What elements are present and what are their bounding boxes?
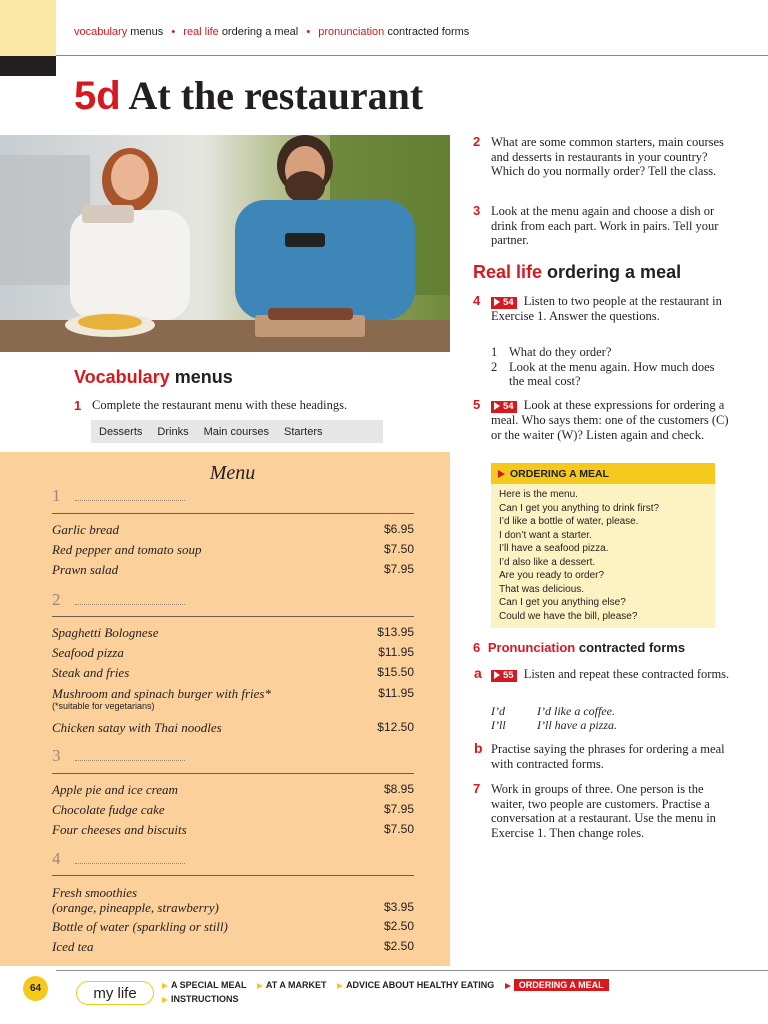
item-name: Steak and fries	[52, 665, 130, 680]
menu-item	[52, 720, 414, 735]
topic-label: vocabulary	[74, 26, 128, 38]
item-note: (*suitable for vegetarians)	[52, 701, 155, 711]
contraction-example: I’ll have a pizza.	[537, 718, 617, 732]
item-name: Prawn salad	[52, 562, 119, 577]
audio-track-button[interactable]	[491, 670, 517, 682]
topic-label: pronunciation	[318, 26, 385, 38]
exercise-3	[473, 203, 731, 248]
menu-divider	[52, 875, 414, 876]
track-number: 55	[503, 670, 514, 681]
exercise-letter: a	[474, 665, 482, 681]
restaurant-menu	[0, 452, 450, 966]
lesson-number: 5d	[74, 74, 121, 118]
play-icon	[494, 298, 500, 306]
nav-item-active[interactable]	[505, 980, 609, 990]
topic-text: contracted forms	[387, 26, 470, 38]
menu-item	[52, 822, 414, 837]
section-number: 2	[52, 590, 61, 609]
bullet: •	[171, 26, 176, 38]
exercise-text: Look at the menu again and choose a dish or drink from each part. Work in pairs. Tell your partner.	[491, 204, 719, 247]
topic-label: real life	[183, 26, 219, 38]
heading-rest: contracted forms	[578, 640, 686, 655]
nav-label: ORDERING A MEAL	[514, 979, 609, 991]
nav-item[interactable]	[162, 994, 239, 1004]
menu-section-blank[interactable]	[52, 486, 185, 506]
item-number: 2	[491, 359, 498, 374]
menu-item	[52, 522, 414, 537]
item-price: $7.50	[383, 822, 414, 836]
exercise-number: 2	[473, 134, 481, 149]
audio-track-button[interactable]	[491, 297, 517, 309]
menu-item	[52, 625, 414, 640]
box-title: ORDERING A MEAL	[510, 467, 609, 480]
expression: I’ll have a seafood pizza.	[499, 543, 609, 554]
exercise-text: Look at these expressions for ordering a meal. Who says them: one of the customers (C) or the waiter (W)? Listen again and check.	[491, 398, 729, 442]
expression: Are you ready to order?	[499, 570, 605, 581]
topic-text: menus	[130, 26, 164, 38]
item-price: $2.50	[383, 919, 414, 933]
item-name: Chicken satay with Thai noodles	[52, 720, 222, 735]
item-name: Mushroom and spinach burger with fries*	[52, 686, 271, 701]
triangle-icon	[162, 983, 168, 989]
menu-divider	[52, 773, 414, 774]
menu-item	[52, 542, 414, 557]
item-name-detail: (orange, pineapple, strawberry)	[52, 900, 219, 915]
corner-marker	[0, 56, 56, 76]
heading-keyword: Vocabulary	[74, 367, 170, 387]
nav-label: ADVICE ABOUT HEALTHY EATING	[346, 980, 495, 990]
contraction-row	[491, 718, 617, 733]
menu-divider	[52, 616, 414, 617]
item-price: $11.95	[378, 686, 414, 700]
question-list	[491, 345, 731, 389]
item-price: $15.50	[377, 665, 414, 679]
lesson-topics	[74, 26, 469, 38]
track-number: 54	[503, 297, 514, 308]
corner-tab	[0, 0, 56, 56]
item-text: What do they order?	[509, 345, 612, 359]
item-price: $7.95	[383, 562, 414, 576]
item-name: Iced tea	[52, 939, 94, 954]
expression: I’d also like a dessert.	[499, 556, 596, 568]
top-rule	[56, 55, 768, 56]
expression: Could we have the bill, please?	[499, 610, 638, 622]
item-name: Apple pie and ice cream	[52, 782, 178, 797]
exercise-2	[473, 134, 731, 179]
contraction-row	[491, 704, 615, 719]
menu-section-blank[interactable]	[52, 590, 185, 610]
item-name: Chocolate fudge cake	[52, 802, 165, 817]
my-life-badge: my life	[76, 981, 154, 1005]
pronunciation-heading	[473, 640, 685, 655]
exercise-7	[473, 781, 731, 840]
footer-rule	[56, 970, 768, 971]
exercise-text: Listen to two people at the restaurant in Exercise 1. Answer the questions.	[491, 294, 722, 323]
item-name: Spaghetti Bolognese	[52, 625, 159, 640]
exercise-number: 4	[473, 293, 481, 308]
item-name: Fresh smoothies	[52, 885, 138, 900]
audio-track-button[interactable]	[491, 401, 517, 413]
triangle-icon	[337, 983, 343, 989]
headings-word-box	[91, 420, 383, 443]
item-name: Seafood pizza	[52, 645, 124, 660]
expression: I’d like a bottle of water, please.	[499, 516, 639, 527]
lesson-title-text: At the restaurant	[128, 73, 424, 118]
menu-title: Menu	[209, 462, 256, 484]
expression: Can I get you anything to drink first?	[499, 502, 660, 514]
heading-rest: ordering a meal	[547, 262, 682, 282]
menu-item	[52, 665, 414, 680]
menu-item	[52, 686, 414, 712]
menu-section-blank[interactable]	[52, 746, 185, 766]
triangle-icon	[257, 983, 263, 989]
vocabulary-heading	[74, 367, 233, 388]
menu-divider	[52, 513, 414, 514]
section-number: 1	[52, 486, 61, 505]
menu-item	[52, 782, 414, 797]
menu-item	[52, 885, 414, 915]
unit-nav-row-2	[162, 994, 239, 1004]
list-item	[491, 360, 731, 389]
item-number: 1	[491, 345, 498, 359]
page-title	[74, 72, 423, 120]
nav-label: A SPECIAL MEAL	[171, 980, 247, 990]
triangle-icon	[498, 470, 505, 478]
menu-item	[52, 645, 414, 660]
exercise-number: 5	[473, 397, 481, 412]
item-price: $6.95	[383, 522, 414, 536]
contraction: I’d	[491, 704, 505, 718]
exercise-4	[473, 293, 731, 324]
exercise-text: Listen and repeat these contracted forms.	[523, 667, 730, 681]
item-price: $13.95	[377, 625, 414, 639]
page-number: 64	[23, 976, 48, 1001]
word-option: Starters	[284, 425, 323, 438]
item-price: $8.95	[383, 782, 414, 796]
expression-list	[491, 484, 715, 623]
word-option: Drinks	[157, 425, 189, 438]
real-life-heading	[473, 262, 681, 283]
item-price: $7.95	[383, 802, 414, 816]
exercise-text: What are some common starters, main courses and desserts in restaurants in your country? Which do you normally order? Tell the class.	[491, 135, 724, 178]
box-header	[491, 463, 715, 484]
exercise-letter: b	[474, 740, 483, 756]
triangle-icon	[505, 983, 511, 989]
exercise-number: 3	[473, 203, 481, 218]
topic-text: ordering a meal	[221, 26, 299, 38]
heading-keyword: Pronunciation	[487, 640, 576, 655]
item-price: $2.50	[383, 939, 414, 953]
expression: I don’t want a starter.	[499, 529, 592, 541]
play-icon	[494, 671, 500, 679]
exercise-number: 7	[473, 781, 481, 796]
heading-keyword: Real life	[473, 262, 543, 282]
nav-item[interactable]	[162, 980, 246, 990]
exercise-number: 1	[74, 398, 82, 413]
exercise-text: Practise saying the phrases for ordering a meal with contracted forms.	[491, 742, 725, 771]
menu-item	[52, 919, 414, 934]
section-number: 3	[52, 746, 61, 765]
photo-illustration	[0, 135, 450, 352]
triangle-icon	[162, 997, 168, 1003]
exercise-6a	[491, 667, 731, 682]
exercise-text: Work in groups of three. One person is the waiter, two people are customers. Practise a conversation at a restaurant. Use the menu in Exercise 1. Then change roles.	[491, 782, 716, 840]
item-price: $3.95	[383, 900, 414, 914]
menu-item	[52, 562, 414, 577]
item-name: Four cheeses and biscuits	[52, 822, 187, 837]
exercise-number: 6	[473, 640, 481, 655]
word-option: Desserts	[99, 425, 143, 438]
menu-item	[52, 802, 414, 817]
track-number: 54	[503, 401, 514, 412]
restaurant-photo	[0, 135, 450, 352]
exercise-1	[74, 398, 422, 413]
play-icon	[494, 402, 500, 410]
section-number: 4	[52, 849, 61, 868]
list-item	[491, 345, 731, 360]
nav-label: INSTRUCTIONS	[171, 994, 239, 1004]
bullet: •	[306, 26, 311, 38]
exercise-6b	[491, 742, 731, 771]
nav-item[interactable]	[337, 980, 494, 990]
expression: That was delicious.	[499, 583, 585, 595]
ordering-a-meal-box	[491, 463, 715, 628]
contraction-example: I’d like a coffee.	[537, 704, 615, 718]
item-name: Garlic bread	[52, 522, 120, 537]
item-text: Look at the menu again. How much does the meal cost?	[509, 359, 715, 388]
contraction: I’ll	[491, 718, 506, 732]
item-name: Red pepper and tomato soup	[52, 542, 202, 557]
nav-label: AT A MARKET	[265, 980, 327, 990]
nav-item[interactable]	[257, 980, 327, 990]
item-name: Bottle of water (sparkling or still)	[52, 919, 228, 934]
item-price: $12.50	[377, 720, 414, 734]
menu-item	[52, 939, 414, 954]
unit-nav	[162, 980, 609, 990]
expression: Can I get you anything else?	[499, 597, 626, 608]
heading-rest: menus	[174, 367, 233, 387]
item-price: $7.50	[383, 542, 414, 556]
word-option: Main courses	[203, 425, 269, 438]
exercise-5	[473, 397, 731, 442]
item-price: $11.95	[378, 645, 414, 659]
menu-section-blank[interactable]	[52, 849, 185, 869]
exercise-text: Complete the restaurant menu with these headings.	[92, 398, 348, 412]
expression: Here is the menu.	[499, 489, 578, 500]
